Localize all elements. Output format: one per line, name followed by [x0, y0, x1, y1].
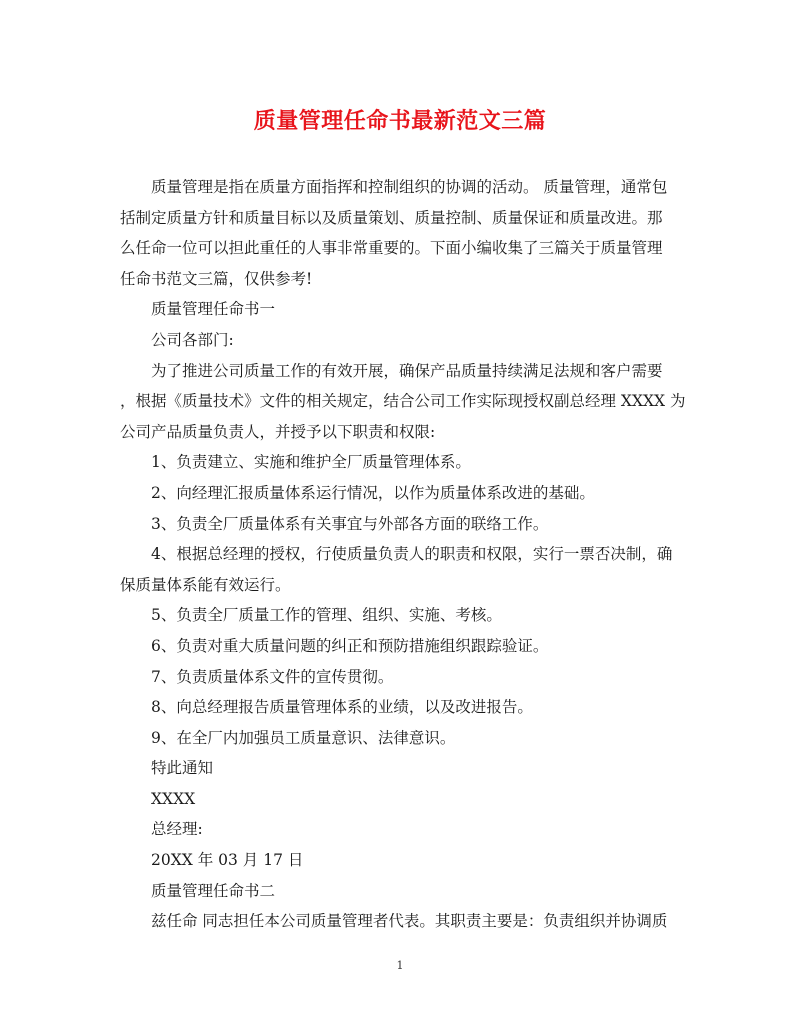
duty-item-5: 5、负责全厂质量工作的管理、组织、实施、考核。: [151, 606, 502, 625]
duty-item-1: 1、负责建立、实施和维护全厂质量管理体系。: [151, 453, 471, 472]
duty-line: 4、根据总经理的授权，行使质量负责人的职责和权限，实行一票否决制，确: [151, 545, 673, 564]
section-heading-2: 质量管理任命书二: [151, 881, 276, 900]
appointment-line: 为了推进公司质量工作的有效开展，确保产品质量持续满足法规和客户需要: [151, 361, 663, 380]
salutation: 公司各部门:: [151, 330, 234, 349]
duty-item-8: 8、向总经理报告质量管理体系的业绩，以及改进报告。: [151, 698, 533, 717]
appointment-line: 公司产品质量负责人，并授予以下职责和权限:: [120, 422, 436, 441]
signee: XXXX: [151, 789, 196, 808]
duty-item-6: 6、负责对重大质量问题的纠正和预防措施组织跟踪验证。: [151, 636, 549, 655]
appointment-line: ，根据《质量技术》文件的相关规定，结合公司工作实际现授权副总经理 XXXX 为: [120, 392, 686, 411]
section2-first-line: 兹任命 同志担任本公司质量管理者代表。其职责主要是：负责组织并协调质: [151, 912, 668, 931]
duty-item-7: 7、负责质量体系文件的宣传贯彻。: [151, 667, 394, 686]
intro-line: 么任命一位可以担此重任的人事非常重要的。下面小编收集了三篇关于质量管理: [120, 239, 663, 258]
page-number: 1: [396, 959, 404, 972]
intro-line: 任命书范文三篇，仅供参考!: [120, 269, 313, 288]
duty-item-2: 2、向经理汇报质量体系运行情况，以作为质量体系改进的基础。: [151, 483, 595, 502]
duty-item-3: 3、负责全厂质量体系有关事宜与外部各方面的联络工作。: [151, 514, 549, 533]
closing-line: 特此通知: [151, 759, 214, 778]
duty-item-9: 9、在全厂内加强员工质量意识、法律意识。: [151, 728, 456, 747]
duty-line: 保质量体系能有效运行。: [120, 575, 291, 594]
signer-title: 总经理:: [151, 820, 203, 839]
intro-line: 质量管理是指在质量方面指挥和控制组织的协调的活动。 质量管理，通常包: [151, 178, 668, 196]
document-body: [120, 172, 686, 937]
document-date: 20XX 年 03 月 17 日: [151, 851, 304, 870]
appointment-paragraph: [120, 356, 686, 448]
document-title: 质量管理任命书最新范文三篇: [253, 108, 547, 134]
intro-line: 括制定质量方针和质量目标以及质量策划、质量控制、质量保证和质量改进。那: [120, 208, 663, 227]
intro-paragraph: [120, 172, 686, 294]
section-heading-1: 质量管理任命书一: [151, 300, 276, 319]
duty-item-4: [120, 539, 686, 600]
